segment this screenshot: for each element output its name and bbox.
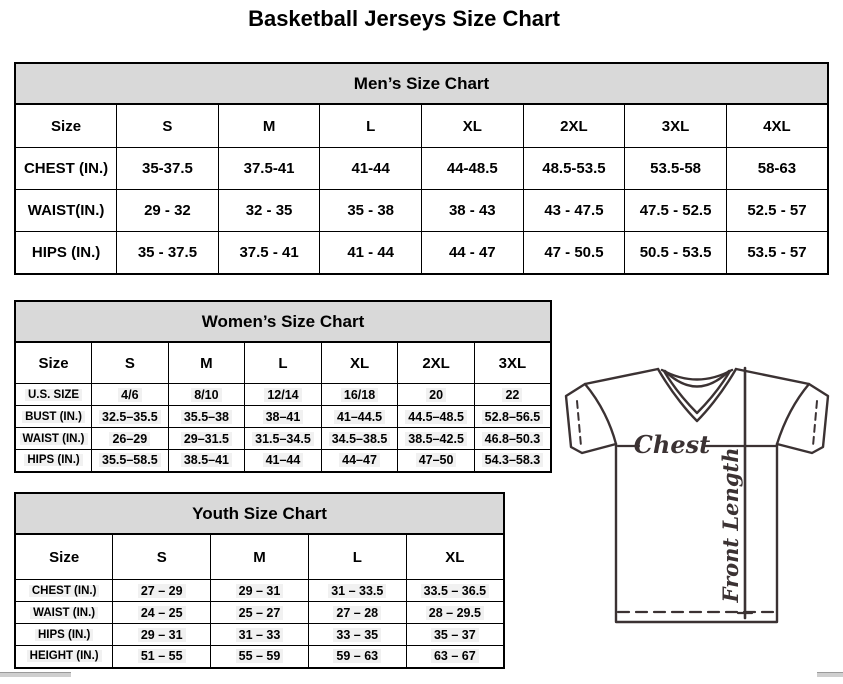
value-cell: 35 - 37.5 [117,232,219,274]
column-header: S [117,104,219,148]
value-cell: 27 – 29 [113,580,211,602]
value-cell: 16/18 [321,384,398,406]
column-header: XL [321,342,398,384]
value-cell: 51 – 55 [113,646,211,668]
column-header: L [245,342,322,384]
value-cell: 41-44 [320,148,422,190]
value-cell: 41–44.5 [321,406,398,428]
row-label: HIPS (IN.) [15,450,92,472]
value-cell: 31 – 33 [211,624,309,646]
value-cell: 41–44 [245,450,322,472]
table-row [15,646,504,668]
table-row [15,624,504,646]
mens-chart-title: Men’s Size Chart [15,63,828,104]
row-label: CHEST (IN.) [15,148,117,190]
value-cell: 44 - 47 [422,232,524,274]
value-cell: 28 – 29.5 [406,602,504,624]
bottom-left-scrollbar-fragment [0,672,71,677]
value-cell: 31.5–34.5 [245,428,322,450]
column-header: 4XL [726,104,828,148]
value-cell: 27 – 28 [308,602,406,624]
table-row [15,148,828,190]
column-header: 3XL [625,104,727,148]
jersey-right-cuff-dashed-line [813,401,817,446]
value-cell: 53.5 - 57 [726,232,828,274]
mens-chart-header-band [15,63,828,104]
value-cell: 32 - 35 [218,190,320,232]
value-cell: 47 - 50.5 [523,232,625,274]
value-cell: 4/6 [92,384,169,406]
value-cell: 58-63 [726,148,828,190]
value-cell: 50.5 - 53.5 [625,232,727,274]
jersey-left-armhole-seam [585,384,616,444]
value-cell: 46.8–50.3 [474,428,551,450]
column-header: 2XL [523,104,625,148]
value-cell: 48.5-53.5 [523,148,625,190]
mens-chart-column-row [15,104,828,148]
value-cell: 38–41 [245,406,322,428]
value-cell: 41 - 44 [320,232,422,274]
value-cell: 35 - 38 [320,190,422,232]
table-row [15,428,551,450]
page-title: Basketball Jerseys Size Chart [248,6,560,31]
value-cell: 63 – 67 [406,646,504,668]
youth-chart-header-band [15,493,504,534]
value-cell: 26–29 [92,428,169,450]
value-cell: 29–31.5 [168,428,245,450]
column-header: M [218,104,320,148]
row-label: BUST (IN.) [15,406,92,428]
row-label: HIPS (IN.) [15,232,117,274]
value-cell: 54.3–58.3 [474,450,551,472]
column-header: XL [422,104,524,148]
column-header: S [113,534,211,580]
table-row [15,406,551,428]
row-label: WAIST (IN.) [15,428,92,450]
jersey-measurement-diagram [555,355,843,679]
chest-label: Chest [633,430,711,459]
column-header: XL [406,534,504,580]
value-cell: 38.5–42.5 [398,428,475,450]
value-cell: 47–50 [398,450,475,472]
table-row [15,384,551,406]
column-header: Size [15,342,92,384]
row-label: WAIST(IN.) [15,190,117,232]
value-cell: 35-37.5 [117,148,219,190]
value-cell: 31 – 33.5 [308,580,406,602]
value-cell: 47.5 - 52.5 [625,190,727,232]
value-cell: 24 – 25 [113,602,211,624]
table-row [15,580,504,602]
value-cell: 52.8–56.5 [474,406,551,428]
womens-chart-header-band [15,301,551,342]
value-cell: 59 – 63 [308,646,406,668]
value-cell: 44–47 [321,450,398,472]
column-header: 3XL [474,342,551,384]
youth-size-chart-table [14,492,505,669]
value-cell: 35.5–58.5 [92,450,169,472]
value-cell: 29 – 31 [113,624,211,646]
value-cell: 55 – 59 [211,646,309,668]
column-header: S [92,342,169,384]
value-cell: 8/10 [168,384,245,406]
value-cell: 29 – 31 [211,580,309,602]
column-header: M [168,342,245,384]
value-cell: 20 [398,384,475,406]
value-cell: 37.5-41 [218,148,320,190]
value-cell: 38 - 43 [422,190,524,232]
column-header: L [320,104,422,148]
womens-chart-column-row [15,342,551,384]
column-header: L [308,534,406,580]
table-row [15,602,504,624]
value-cell: 35.5–38 [168,406,245,428]
value-cell: 35 – 37 [406,624,504,646]
value-cell: 32.5–35.5 [92,406,169,428]
value-cell: 22 [474,384,551,406]
row-label: U.S. SIZE [15,384,92,406]
column-header: M [211,534,309,580]
jersey-body-outline [616,444,777,622]
jersey-right-armhole-seam [777,384,809,444]
table-row [15,232,828,274]
value-cell: 38.5–41 [168,450,245,472]
jersey-diagram-svg [555,355,843,679]
value-cell: 33 – 35 [308,624,406,646]
value-cell: 29 - 32 [117,190,219,232]
column-header: Size [15,534,113,580]
mens-size-chart-table [14,62,829,275]
value-cell: 37.5 - 41 [218,232,320,274]
value-cell: 25 – 27 [211,602,309,624]
value-cell: 34.5–38.5 [321,428,398,450]
jersey-left-cuff-dashed-line [577,401,581,446]
row-label: CHEST (IN.) [15,580,113,602]
value-cell: 53.5-58 [625,148,727,190]
value-cell: 33.5 – 36.5 [406,580,504,602]
youth-chart-title: Youth Size Chart [15,493,504,534]
front-length-label: Front Length [718,447,743,603]
value-cell: 44-48.5 [422,148,524,190]
value-cell: 44.5–48.5 [398,406,475,428]
table-row [15,190,828,232]
column-header: Size [15,104,117,148]
value-cell: 12/14 [245,384,322,406]
column-header: 2XL [398,342,475,384]
row-label: HIPS (IN.) [15,624,113,646]
womens-size-chart-table [14,300,552,473]
value-cell: 52.5 - 57 [726,190,828,232]
value-cell: 43 - 47.5 [523,190,625,232]
row-label: WAIST (IN.) [15,602,113,624]
youth-chart-column-row [15,534,504,580]
table-row [15,450,551,472]
row-label: HEIGHT (IN.) [15,646,113,668]
womens-chart-title: Women’s Size Chart [15,301,551,342]
bottom-right-scrollbar-fragment [817,672,843,677]
